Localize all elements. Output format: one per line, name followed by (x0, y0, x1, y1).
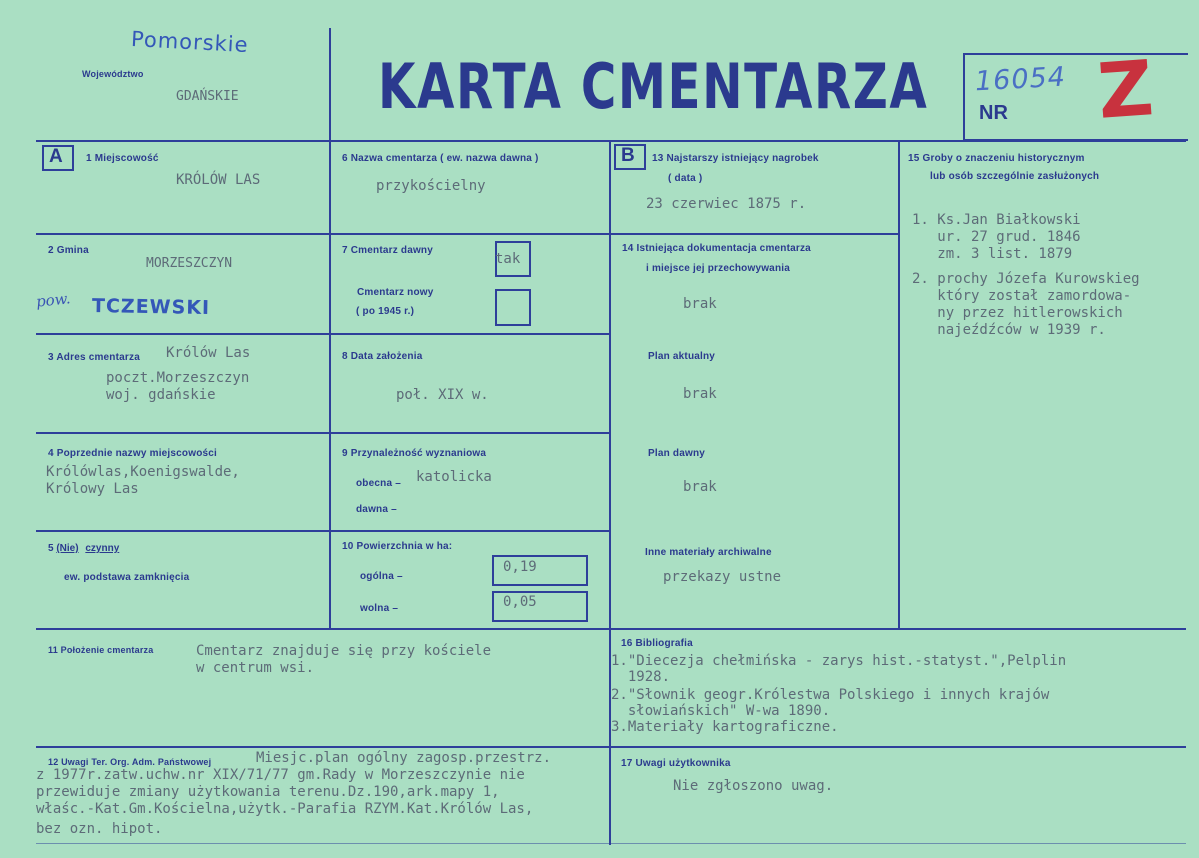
f11-line-1: Cmentarz znajduje się przy kościele (196, 643, 492, 659)
f5-label-nie: (Nie) (56, 543, 79, 554)
f2-handwritten-prefix: pow. (35, 289, 72, 311)
f7-dawny-value: tak (495, 251, 521, 267)
f15-label-2: lub osób szczególnie zasłużonych (930, 171, 1100, 182)
f11-label: 11 Położenie cmentarza (48, 645, 154, 655)
f12-line-3: przewiduje zmiany użytkowania terenu.Dz.190,ark.mapy 1, (36, 784, 500, 800)
f12-line-5: bez ozn. hipot. (36, 821, 163, 837)
f5-label (48, 543, 119, 554)
f2-label: 2 Gmina (48, 245, 89, 256)
nr-handwritten: 16054 (974, 61, 1067, 98)
f16-line-2: 1928. (611, 669, 671, 685)
f4-line-1: Królówlas,Koenigswalde, (46, 464, 240, 480)
f17-value: Nie zgłoszono uwag. (673, 778, 834, 794)
f14-label-1: 14 Istniejąca dokumentacja cmentarza (622, 243, 811, 254)
plan-aktualny-value: brak (683, 386, 717, 402)
f11-line-2: w centrum wsi. (196, 660, 315, 676)
f5-label-czynny: czynny (85, 543, 120, 554)
f4-label: 4 Poprzednie nazwy miejscowości (48, 448, 218, 459)
f3-line-2: poczt.Morzeszczyn (106, 370, 250, 386)
f8-value: poł. XIX w. (396, 387, 489, 403)
section-a-letter: A (49, 146, 63, 167)
f8-label: 8 Data założenia (342, 351, 423, 362)
hline-row2 (36, 333, 611, 335)
f16-line-5: 3.Materiały kartograficzne. (611, 719, 839, 735)
f15-label-1: 15 Groby o znaczeniu historycznym (908, 153, 1085, 164)
f6-label: 6 Nazwa cmentarza ( ew. nazwa dawna ) (342, 153, 539, 164)
plan-dawny-value: brak (683, 479, 717, 495)
f3-line-3: woj. gdańskie (106, 387, 216, 403)
wojewodztwo-label: Województwo (82, 69, 144, 79)
f13-sublabel: ( data ) (668, 173, 703, 184)
f9-obecna-label: obecna – (356, 478, 401, 489)
hline-bottom (36, 843, 1186, 844)
f15-line-5: który został zamordowa- (912, 288, 1132, 304)
f7-nowy-label-2: ( po 1945 r.) (356, 306, 415, 317)
f14-value: brak (683, 296, 717, 312)
hline-row1 (36, 233, 899, 235)
f9-dawna-label: dawna – (356, 504, 397, 515)
f17-label: 17 Uwagi użytkownika (621, 758, 731, 769)
f15-line-6: ny przez hitlerowskich (912, 305, 1123, 321)
hline-row3 (36, 432, 611, 434)
f10-ogolna-label: ogólna – (360, 571, 403, 582)
f10-label: 10 Powierzchnia w ha: (342, 541, 453, 552)
f14-label-2: i miejsce jej przechowywania (646, 263, 790, 274)
f6-value: przykościelny (376, 178, 486, 194)
f16-line-1: 1."Diecezja chełmińska - zarys hist.-statyst.",Pelplin (611, 653, 1067, 669)
f3-label: 3 Adres cmentarza (48, 352, 140, 363)
f12-line-1: Miesjc.plan ogólny zagosp.przestrz. (256, 750, 552, 766)
vline-col2 (609, 140, 611, 845)
f2-value: MORZESZCZYN (146, 256, 233, 271)
f9-label: 9 Przynależność wyznaniowa (342, 448, 487, 459)
inne-materialy-value: przekazy ustne (663, 569, 782, 585)
f15-line-1: 1. Ks.Jan Białkowski (912, 212, 1081, 228)
f13-label: 13 Najstarszy istniejący nagrobek (652, 153, 819, 164)
category-letter: Z (1094, 43, 1157, 136)
f2-stamp: TCZEWSKI (91, 294, 211, 320)
f1-value: KRÓLÓW LAS (176, 172, 261, 188)
f7-nowy-label-1: Cmentarz nowy (357, 287, 434, 298)
f12-line-2: z 1977r.zatw.uchw.nr XIX/71/77 gm.Rady w Morzeszczynie nie (36, 767, 525, 783)
f9-obecna-value: katolicka (416, 469, 492, 485)
wojewodztwo-stamp: Pomorskie (130, 26, 250, 58)
f16-label: 16 Bibliografia (621, 638, 693, 649)
plan-aktualny-label: Plan aktualny (648, 351, 716, 362)
f15-line-2: ur. 27 grud. 1846 (912, 229, 1081, 245)
f12-line-4: właśc.-Kat.Gm.Kościelna,użytk.-Parafia RZYM.Kat.Królów Las, (36, 801, 534, 817)
f4-line-2: Królowy Las (46, 481, 139, 497)
f15-line-4: 2. prochy Józefa Kurowskieg (912, 271, 1140, 287)
f16-line-3: 2."Słownik geogr.Królestwa Polskiego i innych krajów (611, 687, 1050, 703)
inne-materialy-label: Inne materiały archiwalne (645, 547, 772, 558)
vline-header (329, 28, 331, 142)
hline-row6 (36, 746, 1186, 748)
card-title: KARTA CMENTARZA (378, 50, 929, 123)
vline-col1 (329, 140, 331, 630)
f3-line-1: Królów Las (166, 345, 251, 361)
vline-col3 (898, 140, 900, 630)
wojewodztwo-value: GDAŃSKIE (176, 89, 239, 104)
plan-dawny-label: Plan dawny (648, 448, 706, 459)
f10-wolna-label: wolna – (360, 603, 399, 614)
f10-wolna-value: 0,05 (503, 594, 537, 610)
hline-row4 (36, 530, 611, 532)
f7-nowy-checkbox (495, 289, 531, 326)
f5-label-number: 5 (48, 543, 54, 554)
f15-line-3: zm. 3 list. 1879 (912, 246, 1073, 262)
hline-row5 (36, 628, 1186, 630)
nr-label: NR (979, 102, 1008, 124)
section-b-letter: B (621, 145, 635, 166)
f10-ogolna-value: 0,19 (503, 559, 537, 575)
f7-label: 7 Cmentarz dawny (342, 245, 434, 256)
f5-sublabel: ew. podstawa zamknięcia (64, 572, 190, 583)
f16-line-4: słowiańskich" W-wa 1890. (611, 703, 831, 719)
f12-label: 12 Uwagi Ter. Org. Adm. Państwowej (48, 757, 212, 767)
f13-value: 23 czerwiec 1875 r. (646, 196, 807, 212)
f15-line-7: najeźdźców w 1939 r. (912, 322, 1106, 338)
f1-label: 1 Miejscowość (86, 153, 159, 164)
